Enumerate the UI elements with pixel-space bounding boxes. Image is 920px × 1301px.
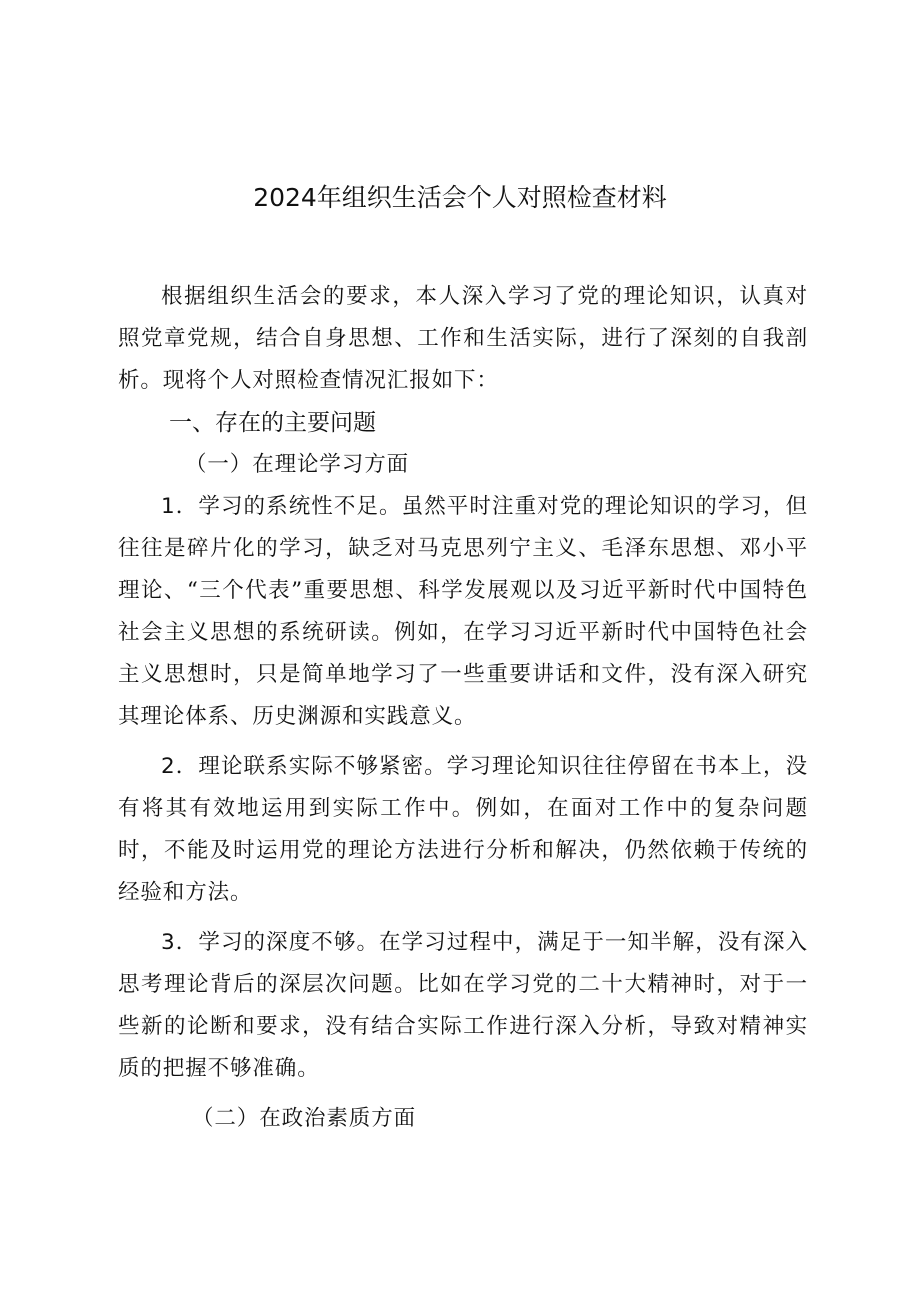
item-number: 2 xyxy=(161,754,176,779)
list-item xyxy=(118,922,808,1090)
section-heading-problems: 一、存在的主要问题 xyxy=(169,410,376,436)
item-text: ．学习的系统性不足。虽然平时注重对党的理论知识的学习，但往往是碎片化的学习，缺乏对马克思列宁主义、毛泽东思想、邓小平理论、“三个代表”重要思想、科学发展观以及习近平新时代中国特色社会主义思想的系统研读。例如，在学习习近平新时代中国特色社会主义思想时，只是简单地学习了一些重要讲话和文件，没有深入研究其理论体系、历史渊源和实践意义。 xyxy=(118,494,808,729)
item-text: ．学习的深度不够。在学习过程中，满足于一知半解，没有深入思考理论背后的深层次问题。比如在学习党的二十大精神时，对于一些新的论断和要求，没有结合实际工作进行深入分析，导致对精神实质的把握不够准确。 xyxy=(118,930,808,1081)
list-item xyxy=(118,746,808,914)
item-number: 1 xyxy=(161,494,176,519)
subsection-heading-theory-study: （一）在理论学习方面 xyxy=(185,452,410,477)
subsection-heading-political-quality: （二）在政治素质方面 xyxy=(192,1106,417,1131)
item-number: 3 xyxy=(161,930,176,955)
list-item xyxy=(118,486,808,738)
intro-paragraph: 根据组织生活会的要求，本人深入学习了党的理论知识，认真对照党章党规，结合自身思想、工作和生活实际，进行了深刻的自我剖析。现将个人对照检查情况汇报如下： xyxy=(118,284,808,393)
document-body xyxy=(118,276,808,1140)
item-text: ．理论联系实际不够紧密。学习理论知识往往停留在书本上，没有将其有效地运用到实际工作中。例如，在面对工作中的复杂问题时，不能及时运用党的理论方法进行分析和解决，仍然依赖于传统的经验和方法。 xyxy=(118,754,808,905)
document-title: 2024年组织生活会个人对照检查材料 xyxy=(253,183,667,212)
